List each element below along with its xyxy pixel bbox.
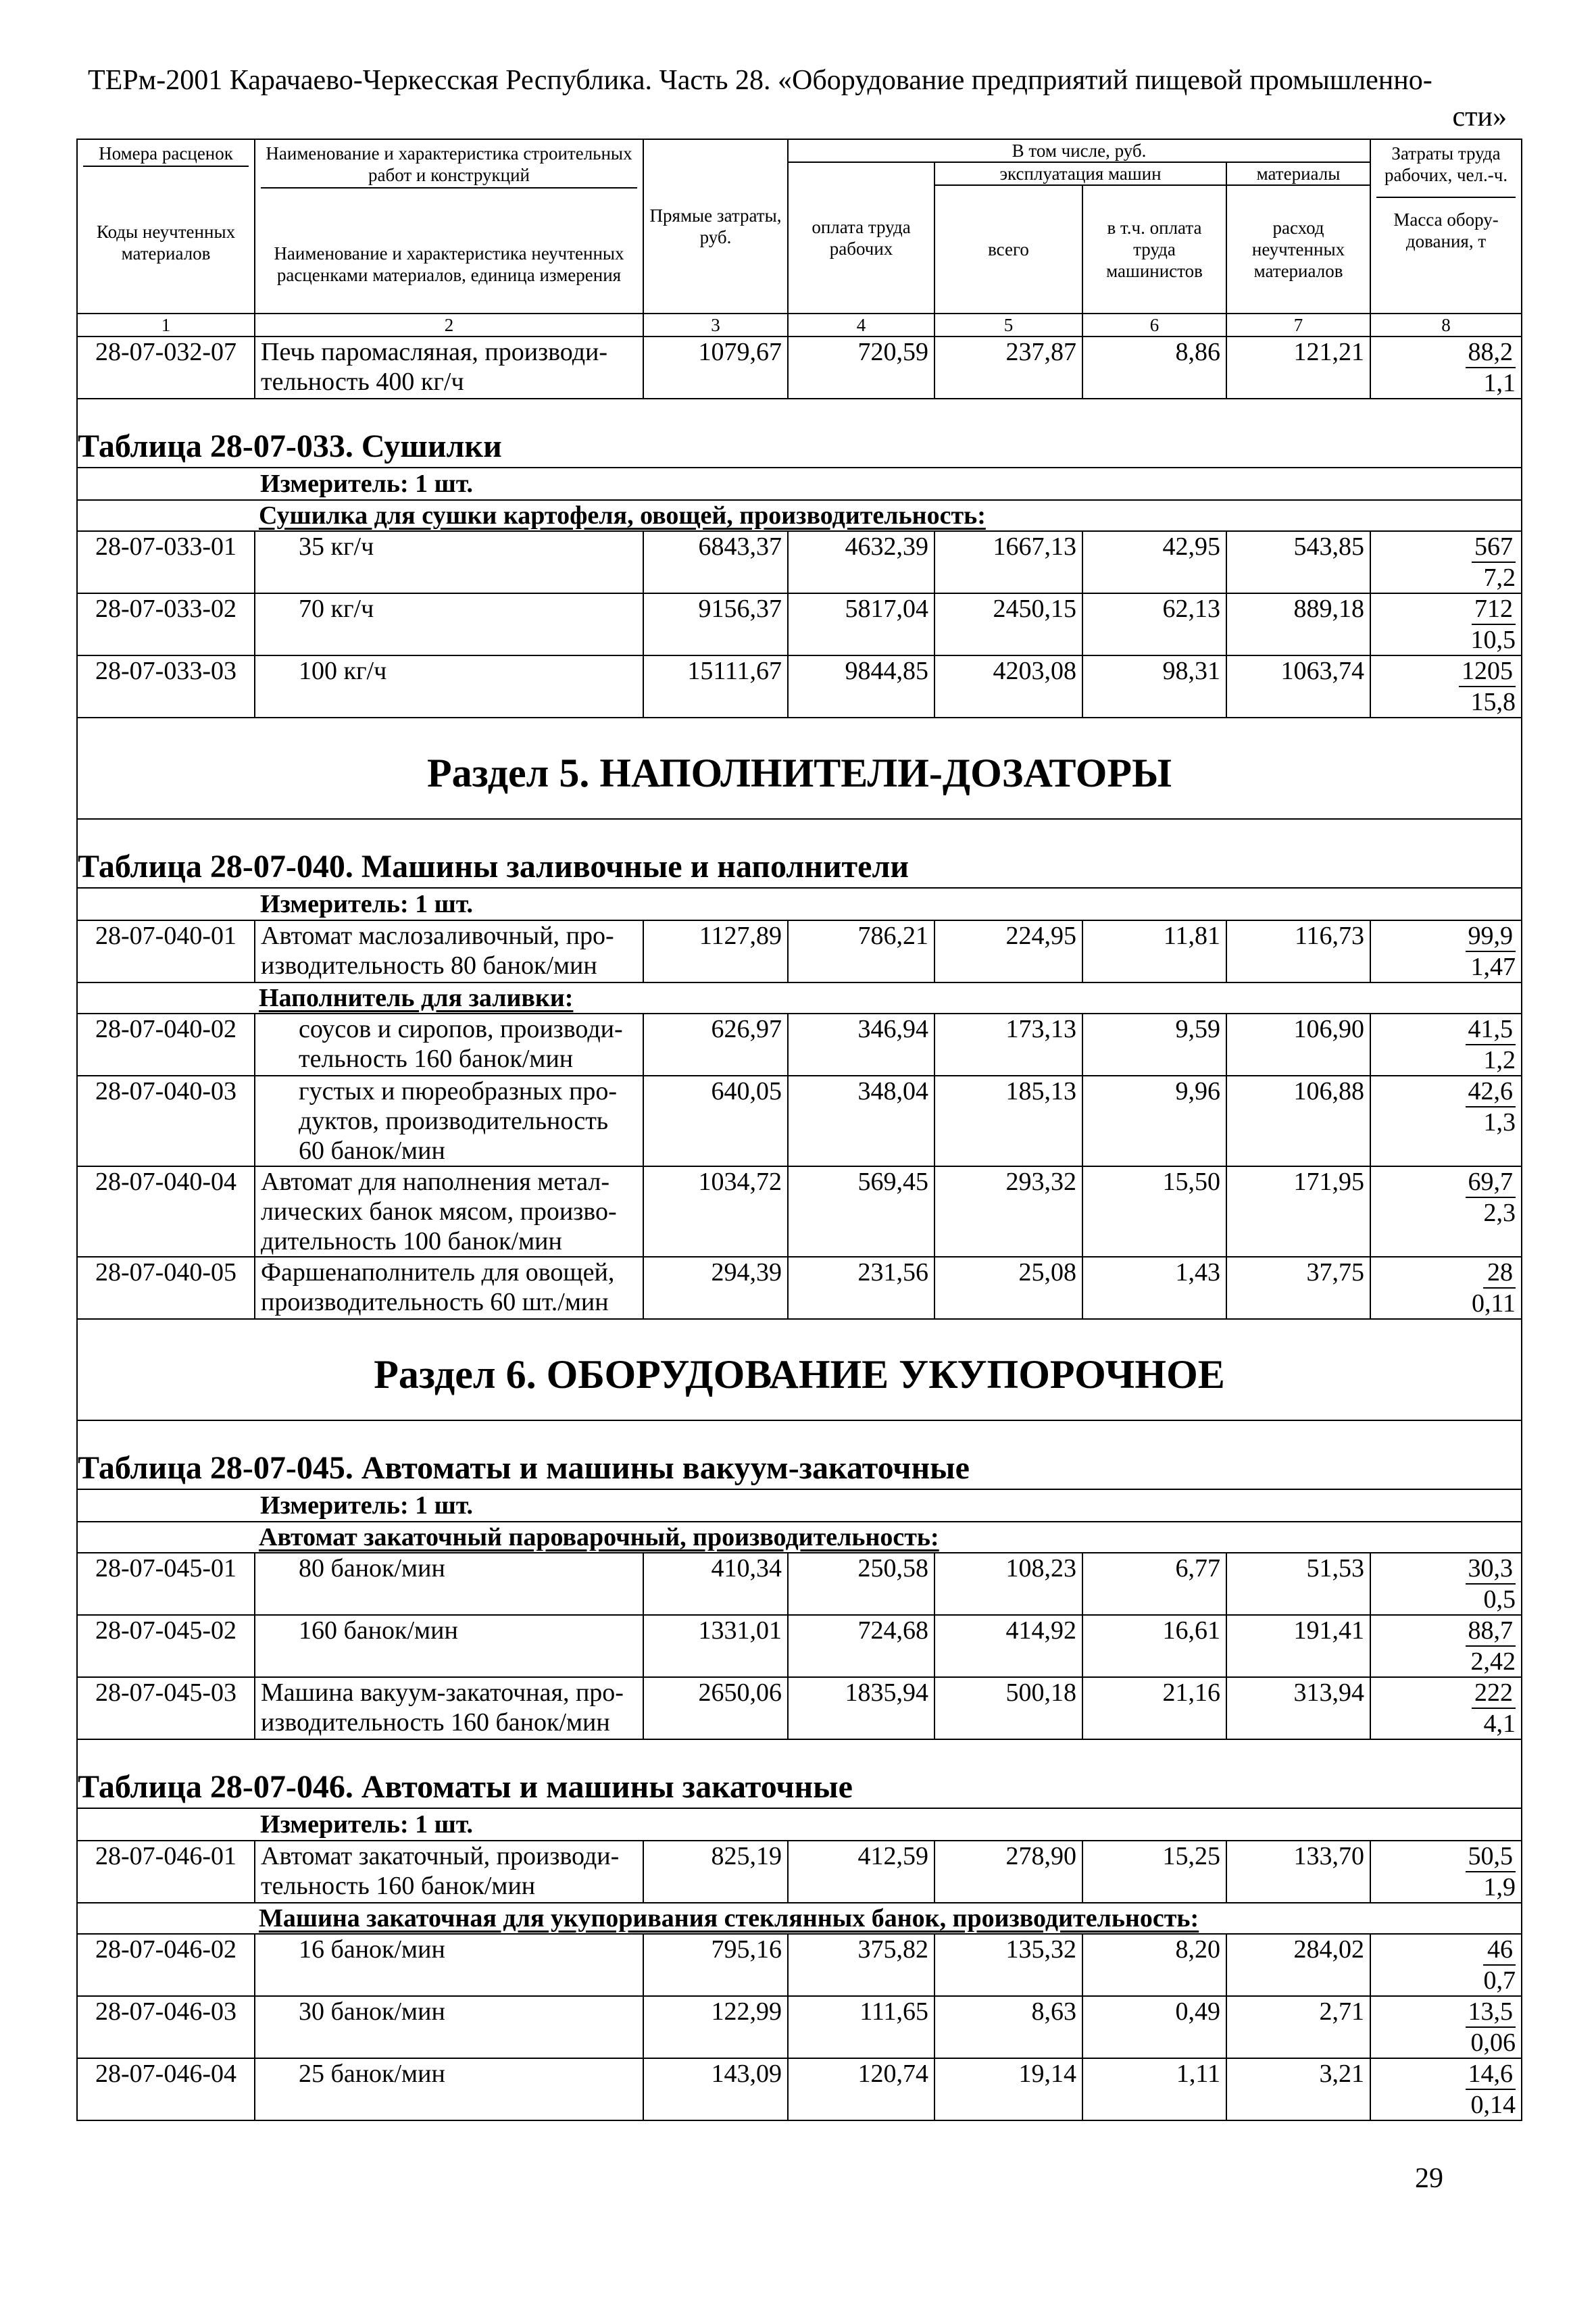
materials-cost: 313,94 xyxy=(1226,1677,1370,1739)
measure-row xyxy=(77,1808,1522,1841)
wages: 786,21 xyxy=(788,920,934,982)
machines-total: 224,95 xyxy=(934,920,1082,982)
labor-costs: 567 xyxy=(1472,532,1516,563)
machinists-wages: 42,95 xyxy=(1082,531,1226,593)
measure-text: Измеритель: 1 шт. xyxy=(260,470,474,498)
rate-code: 28-07-033-03 xyxy=(77,655,255,718)
wages: 111,65 xyxy=(788,1996,934,2058)
table-row xyxy=(77,1553,1522,1615)
materials-cost: 106,88 xyxy=(1226,1076,1370,1166)
table-row xyxy=(77,2058,1522,2120)
header-machines-total: всего xyxy=(934,185,1082,314)
machines-total: 25,08 xyxy=(934,1257,1082,1319)
column-number: 8 xyxy=(1370,314,1522,337)
direct-cost: 626,97 xyxy=(643,1014,788,1076)
direct-cost: 825,19 xyxy=(643,1841,788,1903)
measure-text: Измеритель: 1 шт. xyxy=(260,890,474,918)
rate-name: 35 кг/ч xyxy=(255,531,643,593)
machines-total: 293,32 xyxy=(934,1166,1082,1257)
labor-mass-cell xyxy=(1370,1677,1522,1739)
machines-total: 2450,15 xyxy=(934,593,1082,655)
column-number: 7 xyxy=(1226,314,1370,337)
materials-cost: 116,73 xyxy=(1226,920,1370,982)
measure-row xyxy=(77,468,1522,500)
materials-cost: 133,70 xyxy=(1226,1841,1370,1903)
wages: 4632,39 xyxy=(788,531,934,593)
header-rate-no-text: Номера расценок xyxy=(83,143,249,167)
equipment-mass: 1,9 xyxy=(1483,1873,1516,1901)
materials-cost: 543,85 xyxy=(1226,531,1370,593)
machinists-wages: 62,13 xyxy=(1082,593,1226,655)
table-caption-row xyxy=(77,399,1522,468)
rate-code: 28-07-040-02 xyxy=(77,1014,255,1076)
rate-name: Автомат для наполнения метал-лических банок мясом, произво-дительность 100 банок/мин xyxy=(255,1166,643,1257)
equipment-mass: 0,7 xyxy=(1483,1966,1516,1995)
labor-mass-cell xyxy=(1370,531,1522,593)
wages: 120,74 xyxy=(788,2058,934,2120)
machinists-wages: 16,61 xyxy=(1082,1615,1226,1677)
table-caption: Таблица 28-07-046. Автоматы и машины закаточные xyxy=(77,1739,1522,1808)
rate-name: 16 банок/мин xyxy=(255,1934,643,1996)
labor-mass-cell xyxy=(1370,1014,1522,1076)
machinists-wages: 15,25 xyxy=(1082,1841,1226,1903)
labor-costs: 30,3 xyxy=(1466,1553,1516,1585)
machines-total: 4203,08 xyxy=(934,655,1082,718)
header-machinists: в т.ч. оплата труда машинистов xyxy=(1082,185,1226,314)
materials-cost: 191,41 xyxy=(1226,1615,1370,1677)
equipment-mass: 1,47 xyxy=(1470,953,1516,981)
labor-mass-cell xyxy=(1370,1615,1522,1677)
header-line-2: сти» xyxy=(1452,101,1507,132)
direct-cost: 2650,06 xyxy=(643,1677,788,1739)
wages: 231,56 xyxy=(788,1257,934,1319)
measure-unit xyxy=(77,468,1522,500)
equipment-mass: 1,2 xyxy=(1483,1046,1516,1074)
labor-costs: 14,6 xyxy=(1466,2059,1516,2090)
group-heading: Машина закаточная для укупоривания стеклянных банок, производительность: xyxy=(77,1903,1522,1934)
rate-code: 28-07-040-03 xyxy=(77,1076,255,1166)
rate-code: 28-07-032-07 xyxy=(77,337,255,399)
table-row xyxy=(77,531,1522,593)
column-number: 4 xyxy=(788,314,934,337)
machinists-wages: 21,16 xyxy=(1082,1677,1226,1739)
direct-cost: 1034,72 xyxy=(643,1166,788,1257)
materials-cost: 121,21 xyxy=(1226,337,1370,399)
labor-mass-cell xyxy=(1370,1076,1522,1166)
materials-cost: 37,75 xyxy=(1226,1257,1370,1319)
labor-mass-cell xyxy=(1370,655,1522,718)
machinists-wages: 9,96 xyxy=(1082,1076,1226,1166)
labor-mass-cell xyxy=(1370,337,1522,399)
section-heading: Раздел 6. ОБОРУДОВАНИЕ УКУПОРОЧНОЕ xyxy=(77,1319,1522,1420)
materials-cost: 2,71 xyxy=(1226,1996,1370,2058)
rate-name: 70 кг/ч xyxy=(255,593,643,655)
direct-cost: 640,05 xyxy=(643,1076,788,1166)
labor-costs: 50,5 xyxy=(1466,1841,1516,1872)
materials-cost: 106,90 xyxy=(1226,1014,1370,1076)
group-row xyxy=(77,982,1522,1014)
machinists-wages: 8,20 xyxy=(1082,1934,1226,1996)
rate-code: 28-07-045-03 xyxy=(77,1677,255,1739)
measure-text: Измеритель: 1 шт. xyxy=(260,1810,474,1839)
column-number: 2 xyxy=(255,314,643,337)
labor-mass-cell xyxy=(1370,920,1522,982)
direct-cost: 410,34 xyxy=(643,1553,788,1615)
measure-row xyxy=(77,1489,1522,1522)
rate-code: 28-07-033-02 xyxy=(77,593,255,655)
rate-name: соусов и сиропов, производи-тельность 160 банок/мин xyxy=(255,1014,643,1076)
machinists-wages: 9,59 xyxy=(1082,1014,1226,1076)
column-number: 5 xyxy=(934,314,1082,337)
equipment-mass: 4,1 xyxy=(1483,1710,1516,1738)
header-labor xyxy=(1370,139,1522,314)
labor-costs: 42,6 xyxy=(1466,1076,1516,1107)
section-row xyxy=(77,718,1522,819)
machines-total: 108,23 xyxy=(934,1553,1082,1615)
group-heading: Наполнитель для заливки: xyxy=(77,982,1522,1014)
table-row xyxy=(77,1677,1522,1739)
column-number: 1 xyxy=(77,314,255,337)
table-row xyxy=(77,1166,1522,1257)
direct-cost: 15111,67 xyxy=(643,655,788,718)
rate-name: Машина вакуум-закаточная, про-изводительность 160 банок/мин xyxy=(255,1677,643,1739)
header-direct: Прямые затраты, руб. xyxy=(643,139,788,314)
measure-row xyxy=(77,888,1522,920)
labor-costs: 46 xyxy=(1483,1935,1516,1966)
labor-costs: 28 xyxy=(1483,1258,1516,1289)
wages: 1835,94 xyxy=(788,1677,934,1739)
rate-name: Фаршенаполнитель для овощей, производительность 60 шт./мин xyxy=(255,1257,643,1319)
labor-costs: 99,9 xyxy=(1466,921,1516,952)
table-row xyxy=(77,1996,1522,2058)
header-labor-text: Затраты труда рабочих, чел.-ч. xyxy=(1376,143,1516,198)
measure-text: Измеритель: 1 шт. xyxy=(260,1491,474,1520)
machinists-wages: 11,81 xyxy=(1082,920,1226,982)
machinists-wages: 15,50 xyxy=(1082,1166,1226,1257)
machines-total: 237,87 xyxy=(934,337,1082,399)
measure-unit xyxy=(77,888,1522,920)
table-caption-row xyxy=(77,819,1522,888)
machinists-wages: 0,49 xyxy=(1082,1996,1226,2058)
table-row xyxy=(77,1076,1522,1166)
table-row xyxy=(77,337,1522,399)
rate-name: 160 банок/мин xyxy=(255,1615,643,1677)
table-row xyxy=(77,1934,1522,1996)
group-row xyxy=(77,1903,1522,1934)
measure-unit xyxy=(77,1489,1522,1522)
rate-name: 30 банок/мин xyxy=(255,1996,643,2058)
machines-total: 173,13 xyxy=(934,1014,1082,1076)
labor-mass-cell xyxy=(1370,1257,1522,1319)
machinists-wages: 6,77 xyxy=(1082,1553,1226,1615)
column-numbers-row xyxy=(77,314,1522,337)
table-caption-row xyxy=(77,1420,1522,1489)
table-caption: Таблица 28-07-045. Автоматы и машины вакуум-закаточные xyxy=(77,1420,1522,1489)
header-name-materials-text: Наименование и характеристика неучтенных расценками материалов, единица измерения xyxy=(274,243,624,285)
rate-name: Автомат закаточный, производи-тельность 160 банок/мин xyxy=(255,1841,643,1903)
table-row xyxy=(77,1257,1522,1319)
machines-total: 500,18 xyxy=(934,1677,1082,1739)
table-row xyxy=(77,1014,1522,1076)
wages: 412,59 xyxy=(788,1841,934,1903)
table-row xyxy=(77,1841,1522,1903)
rate-name: 80 банок/мин xyxy=(255,1553,643,1615)
equipment-mass: 2,42 xyxy=(1470,1647,1516,1676)
labor-mass-cell xyxy=(1370,1934,1522,1996)
header-materials: материалы xyxy=(1226,162,1370,185)
column-number: 6 xyxy=(1082,314,1226,337)
materials-cost: 284,02 xyxy=(1226,1934,1370,1996)
table-header-row xyxy=(77,139,1522,162)
rate-code: 28-07-045-02 xyxy=(77,1615,255,1677)
machines-total: 414,92 xyxy=(934,1615,1082,1677)
page-number: 29 xyxy=(1415,2163,1443,2194)
rate-code: 28-07-046-02 xyxy=(77,1934,255,1996)
machines-total: 8,63 xyxy=(934,1996,1082,2058)
direct-cost: 122,99 xyxy=(643,1996,788,2058)
direct-cost: 6843,37 xyxy=(643,531,788,593)
header-rate-no xyxy=(77,139,255,314)
header-name xyxy=(255,139,643,314)
equipment-mass: 10,5 xyxy=(1470,626,1516,654)
wages: 720,59 xyxy=(788,337,934,399)
direct-cost: 1127,89 xyxy=(643,920,788,982)
rate-name: Печь паромасляная, производи-тельность 400 кг/ч xyxy=(255,337,643,399)
header-machines: эксплуатация машин xyxy=(934,162,1226,185)
direct-cost: 795,16 xyxy=(643,1934,788,1996)
wages: 375,82 xyxy=(788,1934,934,1996)
measure-unit xyxy=(77,1808,1522,1841)
wages: 5817,04 xyxy=(788,593,934,655)
direct-cost: 1079,67 xyxy=(643,337,788,399)
labor-costs: 222 xyxy=(1472,1678,1516,1709)
machinists-wages: 98,31 xyxy=(1082,655,1226,718)
materials-cost: 51,53 xyxy=(1226,1553,1370,1615)
rate-code: 28-07-046-01 xyxy=(77,1841,255,1903)
labor-mass-cell xyxy=(1370,1841,1522,1903)
rate-code: 28-07-046-03 xyxy=(77,1996,255,2058)
labor-mass-cell xyxy=(1370,593,1522,655)
wages: 346,94 xyxy=(788,1014,934,1076)
equipment-mass: 0,06 xyxy=(1470,2028,1516,2057)
group-heading: Автомат закаточный пароварочный, производительность: xyxy=(77,1522,1522,1553)
rate-code: 28-07-040-04 xyxy=(77,1166,255,1257)
rate-code: 28-07-046-04 xyxy=(77,2058,255,2120)
rate-code: 28-07-045-01 xyxy=(77,1553,255,1615)
wages: 9844,85 xyxy=(788,655,934,718)
labor-mass-cell xyxy=(1370,1996,1522,2058)
rate-name: 25 банок/мин xyxy=(255,2058,643,2120)
header-mass-text: Масса обору-дования, т xyxy=(1393,209,1499,251)
group-row xyxy=(77,1522,1522,1553)
rate-name: 100 кг/ч xyxy=(255,655,643,718)
rate-name: Автомат маслозаливочный, про-изводительность 80 банок/мин xyxy=(255,920,643,982)
machines-total: 278,90 xyxy=(934,1841,1082,1903)
labor-mass-cell xyxy=(1370,2058,1522,2120)
labor-costs: 1205 xyxy=(1459,656,1516,687)
wages: 724,68 xyxy=(788,1615,934,1677)
wages: 569,45 xyxy=(788,1166,934,1257)
table-row xyxy=(77,920,1522,982)
labor-costs: 13,5 xyxy=(1466,1997,1516,2028)
equipment-mass: 0,11 xyxy=(1471,1289,1516,1318)
table-row xyxy=(77,593,1522,655)
labor-costs: 88,7 xyxy=(1466,1616,1516,1647)
group-row xyxy=(77,500,1522,531)
header-wages: оплата труда рабочих xyxy=(788,162,934,314)
wages: 348,04 xyxy=(788,1076,934,1166)
labor-mass-cell xyxy=(1370,1553,1522,1615)
equipment-mass: 0,14 xyxy=(1470,2091,1516,2119)
labor-costs: 69,7 xyxy=(1466,1167,1516,1198)
equipment-mass: 1,1 xyxy=(1483,369,1516,397)
equipment-mass: 2,3 xyxy=(1483,1199,1516,1227)
direct-cost: 9156,37 xyxy=(643,593,788,655)
running-header xyxy=(88,62,1507,135)
header-line-1: ТЕРм-2001 Карачаево-Черкесская Республика. Часть 28. «Оборудование предприятий пищевой промышленно- xyxy=(88,65,1432,96)
machinists-wages: 1,11 xyxy=(1082,2058,1226,2120)
materials-cost: 889,18 xyxy=(1226,593,1370,655)
header-codes-text: Коды неучтенных материалов xyxy=(96,222,236,264)
table-caption-row xyxy=(77,1739,1522,1808)
table-caption: Таблица 28-07-040. Машины заливочные и наполнители xyxy=(77,819,1522,888)
machinists-wages: 1,43 xyxy=(1082,1257,1226,1319)
equipment-mass: 15,8 xyxy=(1470,688,1516,716)
labor-mass-cell xyxy=(1370,1166,1522,1257)
table-row xyxy=(77,1615,1522,1677)
column-number: 3 xyxy=(643,314,788,337)
header-incl: В том числе, руб. xyxy=(788,139,1370,162)
materials-cost: 1063,74 xyxy=(1226,655,1370,718)
direct-cost: 294,39 xyxy=(643,1257,788,1319)
materials-cost: 3,21 xyxy=(1226,2058,1370,2120)
machines-total: 135,32 xyxy=(934,1934,1082,1996)
labor-costs: 41,5 xyxy=(1466,1014,1516,1045)
wages: 250,58 xyxy=(788,1553,934,1615)
direct-cost: 1331,01 xyxy=(643,1615,788,1677)
rate-code: 28-07-033-01 xyxy=(77,531,255,593)
equipment-mass: 1,3 xyxy=(1483,1108,1516,1137)
section-row xyxy=(77,1319,1522,1420)
materials-cost: 171,95 xyxy=(1226,1166,1370,1257)
labor-costs: 712 xyxy=(1472,594,1516,625)
table-row xyxy=(77,655,1522,718)
machinists-wages: 8,86 xyxy=(1082,337,1226,399)
machines-total: 185,13 xyxy=(934,1076,1082,1166)
header-materials-use: расход неучтенных материалов xyxy=(1226,185,1370,314)
header-name-works-text: Наименование и характеристика строительных работ и конструкций xyxy=(261,143,637,189)
group-heading: Сушилка для сушки картофеля, овощей, производительность: xyxy=(77,500,1522,531)
direct-cost: 143,09 xyxy=(643,2058,788,2120)
norms-table xyxy=(76,139,1522,2121)
rate-code: 28-07-040-05 xyxy=(77,1257,255,1319)
machines-total: 1667,13 xyxy=(934,531,1082,593)
equipment-mass: 0,5 xyxy=(1483,1585,1516,1614)
equipment-mass: 7,2 xyxy=(1483,564,1516,592)
labor-costs: 88,2 xyxy=(1466,337,1516,368)
section-heading: Раздел 5. НАПОЛНИТЕЛИ-ДОЗАТОРЫ xyxy=(77,718,1522,819)
rate-code: 28-07-040-01 xyxy=(77,920,255,982)
rate-name: густых и пюреобразных про-дуктов, производительность 60 банок/мин xyxy=(255,1076,643,1166)
table-caption: Таблица 28-07-033. Сушилки xyxy=(77,399,1522,468)
machines-total: 19,14 xyxy=(934,2058,1082,2120)
